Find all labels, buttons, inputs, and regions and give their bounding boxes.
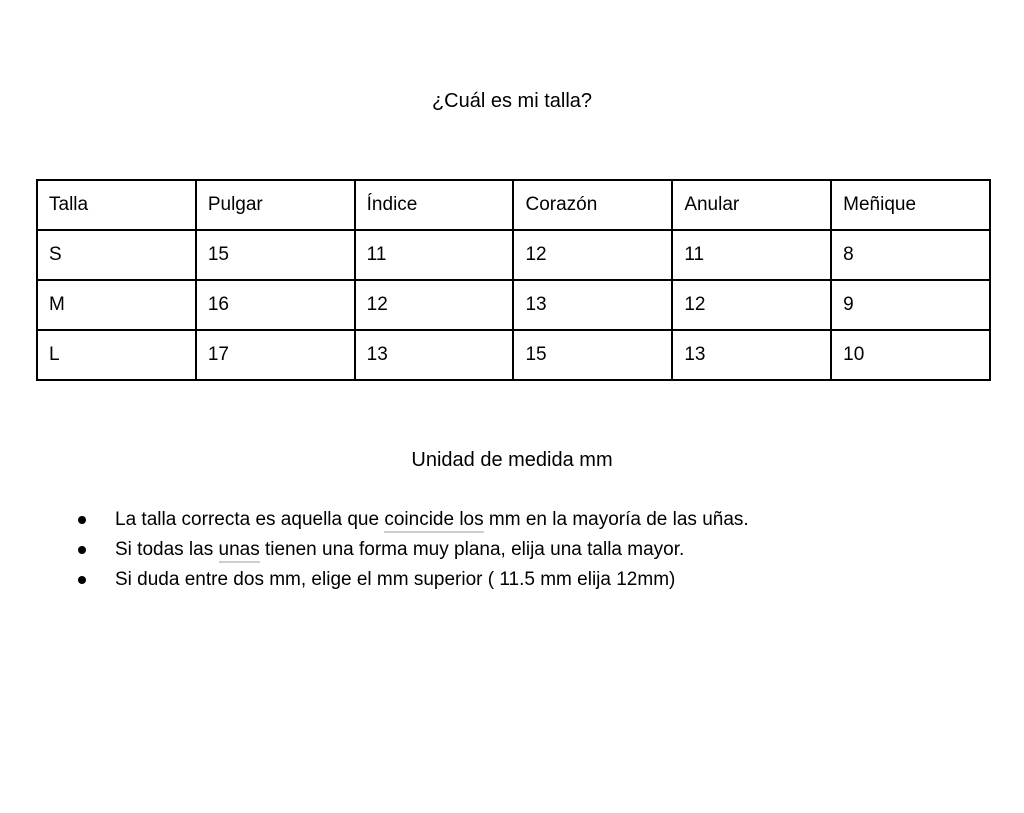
- text-segment: La talla correcta es aquella que: [115, 509, 385, 530]
- guideline-text: [115, 565, 675, 595]
- cell-value: 11: [355, 230, 514, 280]
- cell-value: 12: [672, 280, 831, 330]
- cell-value: 12: [355, 280, 514, 330]
- bullet-icon: [78, 546, 86, 554]
- cell-size-label: L: [37, 330, 196, 380]
- column-header-corazon: Corazón: [513, 180, 672, 230]
- cell-value: 13: [355, 330, 514, 380]
- list-item: [0, 505, 1024, 535]
- cell-value: 16: [196, 280, 355, 330]
- table-header-row: [37, 180, 990, 230]
- cell-size-label: S: [37, 230, 196, 280]
- column-header-menique: Meñique: [831, 180, 990, 230]
- cell-value: 8: [831, 230, 990, 280]
- table-row-m: [37, 280, 990, 330]
- cell-value: 13: [513, 280, 672, 330]
- list-item: [0, 535, 1024, 565]
- column-header-pulgar: Pulgar: [196, 180, 355, 230]
- bullet-icon: [78, 516, 86, 524]
- cell-value: 12: [513, 230, 672, 280]
- cell-value: 11: [672, 230, 831, 280]
- cell-value: 10: [831, 330, 990, 380]
- column-header-indice: Índice: [355, 180, 514, 230]
- cell-value: 17: [196, 330, 355, 380]
- measurement-unit-subtitle: Unidad de medida mm: [411, 449, 613, 471]
- text-segment: tienen una forma muy plana, elija una talla mayor.: [259, 539, 685, 560]
- cell-value: 9: [831, 280, 990, 330]
- column-header-talla: Talla: [37, 180, 196, 230]
- text-segment: mm en la mayoría de las uñas.: [483, 509, 749, 530]
- cell-size-label: M: [37, 280, 196, 330]
- suggestion-underlined-text: coincide los: [384, 509, 483, 533]
- page-title: ¿Cuál es mi talla?: [431, 90, 593, 112]
- text-segment: Si duda entre dos mm, elige el mm superior ( 11.5 mm elija 12mm): [115, 569, 676, 590]
- table-row-s: [37, 230, 990, 280]
- bullet-icon: [78, 576, 86, 584]
- guideline-text: [115, 505, 749, 535]
- cell-value: 15: [513, 330, 672, 380]
- column-header-anular: Anular: [672, 180, 831, 230]
- cell-value: 13: [672, 330, 831, 380]
- size-table: [36, 179, 991, 381]
- cell-value: 15: [196, 230, 355, 280]
- guidelines-list: [0, 505, 1024, 595]
- list-item: [0, 565, 1024, 595]
- text-segment: Si todas las: [115, 539, 219, 560]
- suggestion-underlined-text: unas: [219, 539, 260, 563]
- table-row-l: [37, 330, 990, 380]
- guideline-text: [115, 535, 684, 565]
